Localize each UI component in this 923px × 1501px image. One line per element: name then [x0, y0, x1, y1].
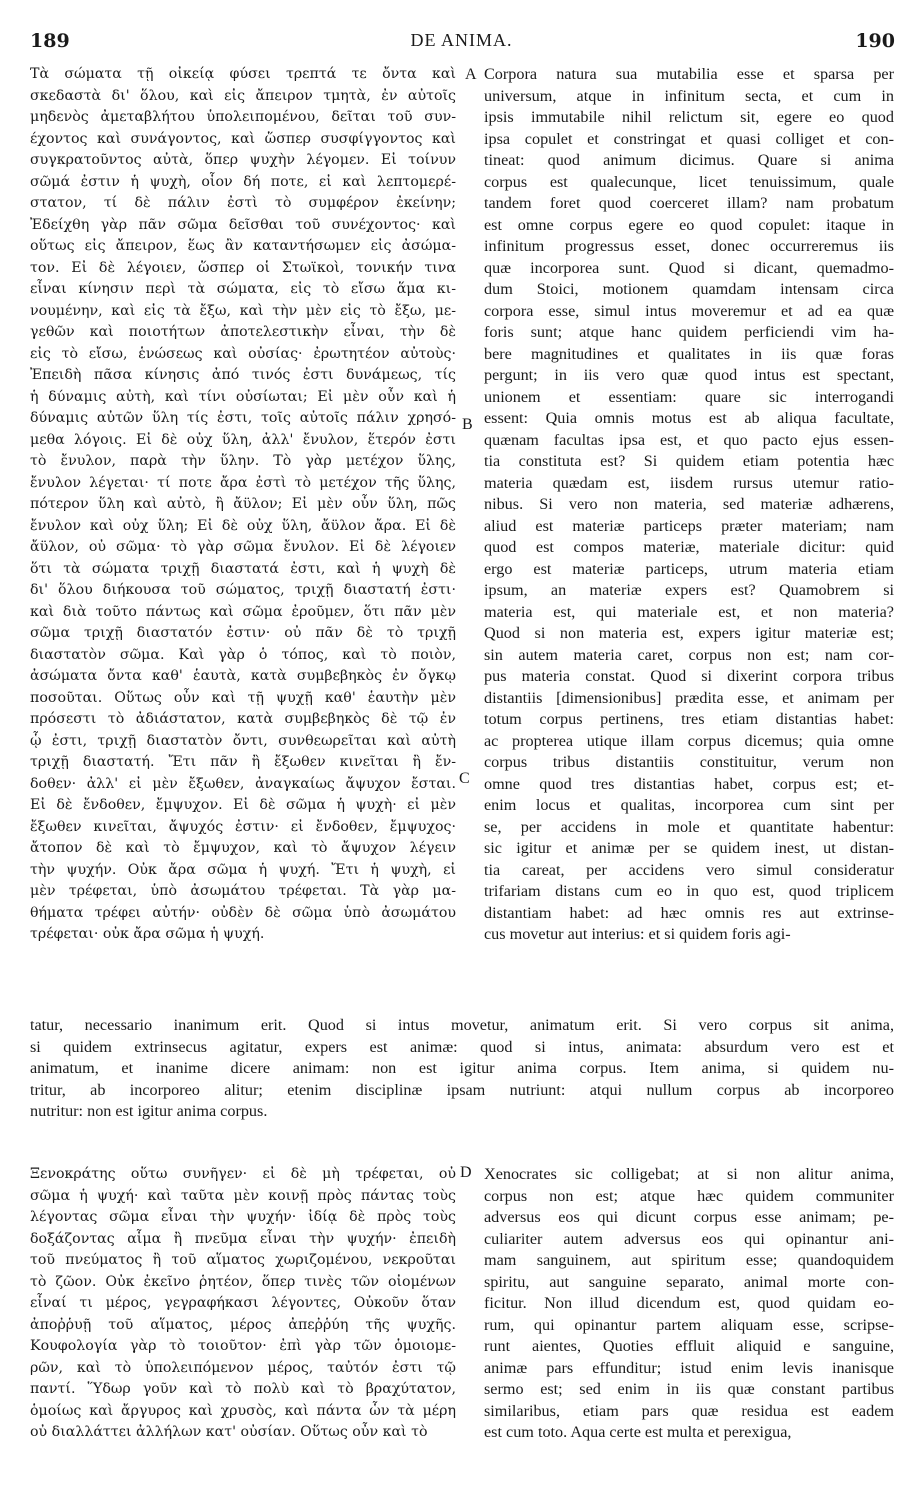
latin-line: spiritu, aut sanguine separato, animal morte con-	[484, 1272, 894, 1291]
latin-line: sin autem materia caret, corpus non est; nam cor-	[484, 645, 894, 664]
latin-line: materia est, qui materiale est, et non materia?	[484, 602, 894, 621]
section-marker-d: D	[460, 1164, 472, 1181]
greek-line: δοθεν· ἀλλ' εἰ μὲν ἔξωθεν, ἀναγκαίως ἄψυχον ἔσται.	[30, 775, 456, 792]
greek-line: λέγοντας σῶμα εἶναι τὴν ψυχήν· ἰδίᾳ δὲ πρὸς τοὺς	[30, 1209, 456, 1225]
latin-line: tineat: quod animum dicimus. Quare si anima	[484, 151, 894, 169]
latin-full-line: tritur, ab incorporeo alitur; etenim disciplinæ ipsam nutriunt: atqui nullum corpus ab incorporeo	[30, 1080, 894, 1099]
latin-full-line: si quidem extrinsecus agitatur, expers est animæ: quod si intus, animata: absurdum vero est et	[30, 1037, 894, 1056]
greek-line: Κουφολογία γὰρ τὸ τοιοῦτον· ἐπὶ γὰρ τῶν ὁμοιομε-	[30, 1338, 456, 1354]
latin-line: adversus eos qui dicunt corpus esse animam; pe-	[484, 1208, 894, 1226]
latin-line: dum Stoici, motionem quamdam intensam circa	[484, 280, 894, 298]
greek-line: μηδενὸς ἀμεταβλήτου ὑπολειπομένου, δεῖται τοῦ συν-	[30, 109, 456, 125]
latin-line: nibus. Si vero non materia, sed materiæ adhærens,	[484, 495, 894, 513]
greek-line: Τὰ σώματα τῇ οἰκείᾳ φύσει τρεπτά τε ὄντα καὶ	[30, 66, 456, 82]
latin-line: quænam facultas ipsa est, et quo pacto ejus essen-	[484, 430, 894, 449]
greek-line: εἶναί τι μέρος, γεγραφήκασι λέγοντες, Οὐκοῦν ὅταν	[30, 1295, 456, 1311]
latin-line: trifariam distans cum eo in quo est, quod triplicem	[484, 882, 894, 900]
greek-line: ὅτι τὰ σώματα τριχῇ διαστατά ἐστι, καὶ ἡ ψυχὴ δὲ	[30, 560, 456, 577]
latin-column-bottom	[484, 1164, 894, 1444]
latin-line: culiariter autem adversus eos qui opinantur ani-	[484, 1229, 894, 1248]
latin-full-line: nutritur: non est igitur anima corpus.	[30, 1102, 268, 1120]
greek-line: οὐ διαλλάττει ἀλλήλων κατ' οὐσίαν. Οὕτως οὖν καὶ τὸ	[30, 1424, 428, 1440]
latin-line: materia quædam est, iisdem rursus utemur ratio-	[484, 473, 894, 492]
latin-line: pergunt; in iis vero quæ quod intus est spectant,	[484, 366, 894, 384]
greek-line: τὸ ζῶον. Οὐκ ἐκεῖνο ῥητέον, ὅπερ τινὲς τῶν οἰομένων	[30, 1273, 456, 1290]
latin-line: enim locus et qualitas, incorporea cum sint per	[484, 796, 894, 814]
latin-line: infinitum progressus esset, donec occurreremus iis	[484, 237, 894, 255]
greek-line: τὸ ἔνυλον, παρὰ τὴν ὕλην. Τὸ γὰρ μετέχον ὕλης,	[30, 453, 456, 469]
greek-line: μεθα λόγοις. Εἰ δὲ οὐχ ὕλη, ἀλλ' ἔνυλον, ἕτερόν ἐστι	[30, 431, 456, 448]
greek-line: ἔνυλον καὶ οὐχ ὕλη; Εἰ δὲ οὐχ ὕλη, ἄϋλον ἄρα. Εἰ δὲ	[30, 517, 456, 534]
latin-line: runt aientes, Quoties effluit aliquid e sanguine,	[484, 1337, 894, 1355]
page-number-left: 189	[30, 30, 70, 52]
greek-line: σῶμα ἡ ψυχή· καὶ ταῦτα μὲν κοινῇ πρὸς πάντας τοὺς	[30, 1187, 456, 1204]
latin-line: sermo est; sed enim in iis quæ constant partibus	[484, 1380, 894, 1398]
latin-line: cus movetur aut interius: et si quidem foris agi-	[484, 925, 791, 943]
running-title: DE ANIMA.	[410, 30, 513, 50]
greek-line: οὕτως εἰς ἄπειρον, ἕως ἂν καταντήσωμεν εἰς ἀσώμα-	[30, 238, 456, 254]
latin-line: universum, atque in infinitum secta, et cum in	[484, 86, 894, 105]
greek-line: πότερον ὕλη καὶ αὐτὸ, ἢ ἄϋλον; Εἰ μὲν οὖν ὕλη, πῶς	[30, 496, 456, 512]
latin-line: est cum toto. Aqua certe est multa et perexigua,	[484, 1423, 792, 1441]
greek-line: ἀσώματα ὄντα καθ' ἑαυτὰ, κατὰ συμβεβηκὸς ἐν ὄγκῳ	[30, 668, 456, 684]
greek-column-top	[30, 64, 456, 946]
greek-line: σῶμα τριχῇ διαστατόν ἐστιν· οὐ πᾶν δὲ τὸ τριχῇ	[30, 625, 456, 641]
greek-line: τὴν ψυχήν. Οὐκ ἄρα σῶμα ἡ ψυχή. Ἔτι ἡ ψυχὴ, εἰ	[30, 861, 456, 878]
greek-line: καὶ διὰ τοῦτο πάντως καὶ σῶμα ἐροῦμεν, ὅτι πᾶν μὲν	[30, 603, 456, 620]
latin-line: distantiam habet: ad hæc omnis res aut extrinse-	[484, 903, 894, 922]
greek-line: τρέφεται· οὐκ ἄρα σῶμα ἡ ψυχή.	[30, 926, 265, 942]
latin-line: se, per accidens in mole et quantitate habentur:	[484, 817, 894, 836]
greek-line: έχοντος καὶ συνάγοντος, καὶ ὥσπερ συσφίγγοντος καὶ	[30, 130, 456, 147]
greek-line: ρῶν, καὶ τὸ ὑπολειπόμενον μέρος, ταὐτόν ἐστι τῷ	[30, 1359, 456, 1376]
greek-line: θήματα τρέφει αὐτήν· οὐδὲν δὲ σῶμα ὑπὸ ἀσωμάτου	[30, 904, 456, 921]
latin-line: unionem et essentiam: quare sic interrogandi	[484, 387, 894, 406]
latin-line: totum corpus pertinens, tres etiam distantias habet:	[484, 710, 894, 728]
latin-line: corpora esse, simul intus moveremur et ad ea quæ	[484, 301, 894, 320]
latin-line: Xenocrates sic colligebat; at si non alitur anima,	[484, 1165, 894, 1183]
page-number-right: 190	[855, 30, 895, 52]
latin-line: tia careat, per accidens vero simul consideratur	[484, 860, 894, 879]
greek-column-bottom	[30, 1164, 456, 1444]
greek-line: νουμένην, καὶ εἰς τὰ ἔξω, καὶ τὴν μὲν εἰς τὸ ἔξω, με-	[30, 302, 456, 319]
latin-line: tia constituta est? Si quidem etiam potentia hæc	[484, 452, 894, 470]
greek-line: εἶναι κίνησιν περὶ τὰ σώματα, εἰς τὸ εἴσω ἅμα κι-	[30, 281, 456, 297]
greek-line: ἄτοπον δὲ καὶ τὸ ἔμψυχον, καὶ τὸ ἄψυχον λέγειν	[30, 840, 456, 856]
greek-line: Ξενοκράτης οὕτω συνῆγεν· εἰ δὲ μὴ τρέφεται, οὐ	[30, 1166, 456, 1182]
latin-line: distantiis [dimensionibus] prædita esse, et animam per	[484, 688, 894, 707]
latin-line: bere magnitudines et qualitates in iis quæ foras	[484, 344, 894, 363]
greek-line: Εἰ δὲ ἔνδοθεν, ἔμψυχον. Εἰ δὲ σῶμα ἡ ψυχὴ· εἰ μὲν	[30, 797, 456, 813]
greek-line: μὲν τρέφεται, ὑπὸ ἀσωμάτου τρέφεται. Τὰ γὰρ μα-	[30, 883, 456, 899]
latin-line: ipsum, an materiæ expers est? Quamobrem si	[484, 581, 894, 599]
section-marker-c: C	[459, 770, 470, 787]
greek-line: τον. Εἰ δὲ λέγοιεν, ὥσπερ οἱ Στωϊκοὶ, τονικήν τινα	[30, 259, 456, 276]
greek-line: ἄϋλον, οὐ σῶμα· τὸ γὰρ σῶμα ἔνυλον. Εἰ δὲ λέγοιεν	[30, 539, 456, 555]
latin-line: rum, qui opinantur partem aliquam esse, scripse-	[484, 1315, 894, 1334]
greek-line: παντί. Ὕδωρ γοῦν καὶ τὸ πολὺ καὶ τὸ βραχύτατον,	[30, 1381, 456, 1397]
latin-column-top	[484, 64, 894, 946]
latin-full-width-block	[30, 1015, 894, 1123]
greek-line: ἔξωθεν κινεῖται, ἄψυχός ἐστιν· εἰ ἔνδοθεν, ἔμψυχος·	[30, 818, 456, 835]
latin-line: omne quod tres distantias habet, corpus est; et-	[484, 774, 894, 793]
latin-line: corpus non est; atque hæc quidem communiter	[484, 1186, 894, 1205]
latin-line: ergo est materiæ particeps, utrum materia etiam	[484, 559, 894, 578]
latin-line: quæ incorporea sunt. Quod si dicant, quemadmo-	[484, 258, 894, 277]
latin-line: essent: Quia omnis motus est ab aliqua facultate,	[484, 409, 894, 427]
latin-line: mam sanguinem, aut spiritum esse; quandoquidem	[484, 1251, 894, 1269]
greek-line: πρόσεστι τὸ ἀδιάστατον, κατὰ συμβεβηκὸς δὲ τῷ ἐν	[30, 711, 456, 727]
latin-line: similaribus, etiam pars quæ residua est eadem	[484, 1401, 894, 1420]
latin-line: quod est compos materiæ, materiale dicitur: quid	[484, 538, 894, 556]
greek-line: ὁμοίως καὶ ἄργυρος καὶ χρυσὸς, καὶ πάντα ὧν τὰ μέρη	[30, 1402, 456, 1419]
latin-line: sic igitur et animæ per se quidem inest, ut distan-	[484, 839, 894, 857]
latin-line: ipsa copulet et constringat et quasi colliget et con-	[484, 129, 894, 148]
latin-line: pus materia constat. Quod si dixerint corpora tribus	[484, 667, 894, 685]
greek-line: ἡ δύναμις αὐτὴ, καὶ τίνι οὐσίωται; Εἰ μὲν οὖν καὶ ἡ	[30, 388, 456, 405]
latin-line: ficitur. Non illud dicendum est, quod quidam eo-	[484, 1294, 894, 1312]
greek-line: γεθῶν καὶ ποιοτήτων ἀποτελεστικὴν εἶναι, τὴν δὲ	[30, 324, 456, 340]
latin-line: tandem foret quod coerceret illam? nam probatum	[484, 194, 894, 212]
latin-line: Corpora natura sua mutabilia esse et sparsa per	[484, 65, 894, 83]
latin-line: ipsis immutabile nihil relictum sit, egere eo quod	[484, 108, 894, 126]
greek-line: τοῦ πνεύματος ἢ τοῦ αἵματος χωριζομένου, νεκροῦται	[30, 1252, 456, 1268]
latin-line: ac propterea utique illam corpus dicemus; quia omne	[484, 731, 894, 750]
greek-line: εἰς τὸ εἴσω, ἑνώσεως καὶ οὐσίας· ἐρωτητέον αὐτοὺς·	[30, 345, 456, 362]
latin-line: aliud est materiæ particeps præter materiam; nam	[484, 516, 894, 535]
greek-line: δύναμις αὐτῶν ὕλη τίς ἐστι, τοῖς αὐτοῖς πάλιν χρησό-	[30, 410, 456, 426]
greek-line: δοξάζοντας αἷμα ἢ πνεῦμα εἶναι τὴν ψυχήν· ἐπειδὴ	[30, 1230, 456, 1247]
greek-line: στατον, τί δὲ πάλιν ἐστὶ τὸ συμφέρον ἐκείνην;	[30, 195, 456, 211]
greek-line: Ἐπειδὴ πᾶσα κίνησις ἀπό τινός ἐστι δυνάμεως, τίς	[30, 367, 456, 383]
greek-line: δι' ὅλου διήκουσα τοῦ σώματος, τριχῇ διαστατή ἐστι·	[30, 582, 456, 598]
latin-full-line: tatur, necessario inanimum erit. Quod si intus movetur, animatum erit. Si vero corpus sit anima,	[30, 1016, 894, 1034]
section-marker-a: A	[465, 66, 477, 83]
latin-line: corpus tribus distantiis constituitur, verum non	[484, 753, 894, 771]
latin-line: est omne corpus egere eo quod copulet: itaque in	[484, 215, 894, 234]
greek-line: ποσοῦται. Οὕτως οὖν καὶ τῇ ψυχῇ καθ' ἑαυτὴν μὲν	[30, 689, 456, 706]
greek-line: σῶμά ἐστιν ἡ ψυχὴ, οἷον δή ποτε, εἰ καὶ λεπτομερέ-	[30, 173, 456, 190]
greek-line: τριχῇ διαστατή. Ἔτι πᾶν ἢ ἔξωθεν κινεῖται ἢ ἔν-	[30, 754, 456, 770]
latin-line: corpus est qualecunque, licet tenuissimum, quale	[484, 172, 894, 191]
running-header	[0, 30, 923, 56]
latin-full-line: animatum, et inanime dicere animam: non est igitur anima corpus. Item anima, si quidem nu-	[30, 1059, 894, 1077]
latin-line: foris sunt; atque hanc quidem perficiendi vim ha-	[484, 323, 894, 341]
greek-line: ἀποῤῥυῇ τοῦ αἵματος, μέρος ἀπεῤῥύη τῆς ψυχῆς.	[30, 1316, 456, 1333]
greek-line: Ἐδείχθη γὰρ πᾶν σῶμα δεῖσθαι τοῦ συνέχοντος· καὶ	[30, 216, 456, 233]
greek-line: ἔνυλον λέγεται· τί ποτε ἄρα ἐστὶ τὸ μετέχον τῆς ὕλης,	[30, 474, 456, 491]
greek-line: σκεδαστὰ δι' ὅλου, καὶ εἰς ἄπειρον τμητὰ, ἐν αὐτοῖς	[30, 87, 456, 104]
latin-line: animæ pars effunditur; istud enim levis inanisque	[484, 1358, 894, 1377]
greek-line: ᾧ ἐστι, τριχῇ διαστατὸν ὄντι, συνθεωρεῖται καὶ αὐτὴ	[30, 732, 456, 749]
section-marker-b: B	[462, 416, 473, 433]
latin-line: Quod si non materia est, expers igitur materiæ est;	[484, 624, 894, 642]
greek-line: συγκρατοῦντος αὐτὰ, ὅπερ ψυχὴν λέγομεν. Εἰ τοίνυν	[30, 152, 456, 168]
greek-line: διαστατὸν σῶμα. Καὶ γὰρ ὁ τόπος, καὶ τὸ ποιὸν,	[30, 646, 456, 663]
